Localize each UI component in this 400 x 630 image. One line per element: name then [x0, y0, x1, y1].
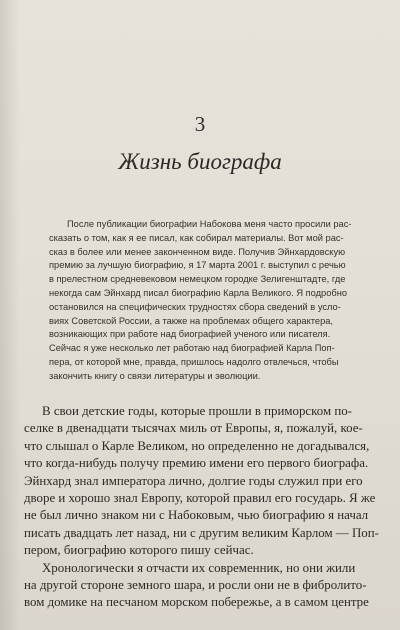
body-line: пером, биографию которого пишу сейчас.	[24, 543, 254, 558]
epigraph-line: пера, от которой мне, правда, пришлось надолго отвлечься, чтобы	[49, 356, 339, 367]
body-line: писать двадцать лет назад, ни с другим великим Карлом — Поп-	[24, 525, 379, 540]
body-line: селке в двенадцати тысячах миль от Европы, я, пожалуй, кое-	[24, 421, 363, 436]
epigraph-line: Сейчас я уже несколько лет работаю над биографией Карла Поп-	[49, 343, 335, 354]
epigraph-line: возникающих при работе над биографией ученого или писателя.	[49, 329, 331, 340]
body-line: что слышал о Карле Великом, но определенно не догадывался,	[24, 438, 370, 453]
epigraph-line: премию за лучшую биографию, я 17 марта 2001 г. выступил с речью	[49, 260, 346, 271]
body-line: что когда-нибудь получу премию имени его первого биографа.	[24, 456, 369, 471]
chapter-number: 3	[194, 112, 206, 136]
body-line: В свои детские годы, которые прошли в приморском по-	[42, 404, 352, 418]
epigraph-line: в прелестном средневековом немецком городке Зелигенштадте, где	[49, 274, 346, 285]
epigraph-line: некогда сам Эйнхард писал биографию Карла Великого. Я подробно	[49, 287, 348, 298]
body-line: дворе и хорошо знал Европу, которой правил его государь. Я же	[24, 491, 376, 506]
page-gutter-shadow	[0, 0, 20, 630]
body-line: Хронологически я отчасти их современник, но они жили	[42, 560, 356, 575]
body-line: на другой стороне земного шара, и росли они не в фибролито-	[24, 578, 367, 593]
main-body-text	[24, 403, 379, 612]
epigraph-line: После публикации биографии Набокова меня часто просили рас-	[67, 219, 352, 229]
epigraph-line: остановился на специфических трудностях сбора сведений в усло-	[49, 301, 341, 312]
body-line: вом домике на песчаном морском побережье, а в самом центре	[24, 595, 369, 610]
epigraph-line: виях Советской России, а также на проблемах общего характера,	[49, 315, 334, 326]
epigraph-line: сказ в более или менее законченном виде. Получив Эйнхардовскую	[49, 246, 346, 257]
body-line: Эйнхард знал императора лично, долгие годы служил при его	[24, 473, 363, 488]
body-line: не был лично знаком ни с Набоковым, чью биографию я начал	[24, 508, 369, 523]
epigraph-line: закончить книгу о связи литературы и эволюции.	[49, 370, 261, 381]
epigraph-line: сказать о том, как я ее писал, как собирал материалы. Вот мой рас-	[49, 232, 344, 243]
epigraph-block	[49, 218, 358, 384]
chapter-title: Жизнь биографа	[118, 149, 282, 174]
